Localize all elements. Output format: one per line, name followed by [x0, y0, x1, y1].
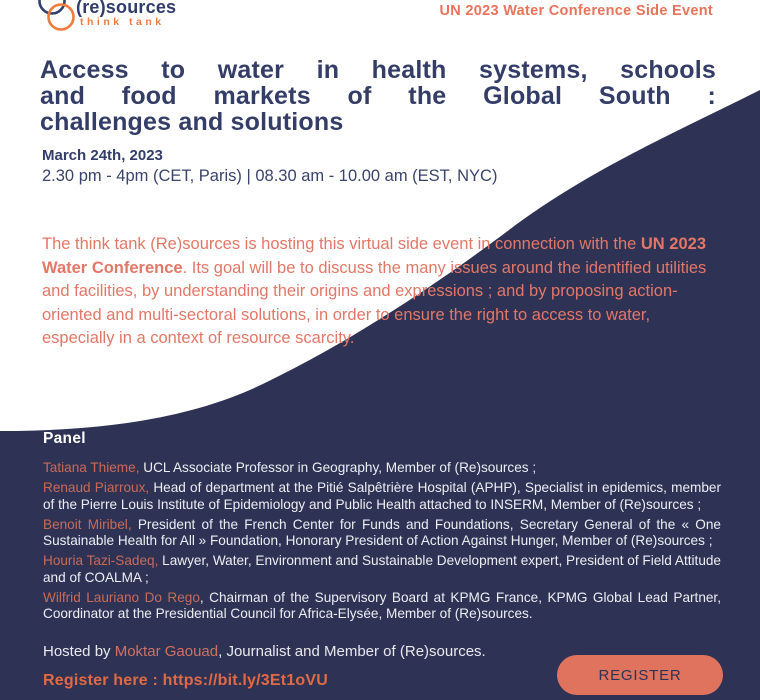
title-line-2: and food markets of the Global South :	[40, 82, 716, 110]
member-bio: , Chairman of the Supervisory Board at KPMG France, KPMG Global Lead Partner, Coordinator at the Presidential Council for Africa-Elysée, Member of (Re)sources.	[43, 590, 721, 622]
host-post: , Journalist and Member of (Re)sources.	[218, 643, 486, 660]
host-name: Moktar Gaouad	[114, 643, 219, 660]
panel-member	[43, 590, 721, 623]
event-time: 2.30 pm - 4pm (CET, Paris) | 08.30 am - 10.00 am (EST, NYC)	[42, 167, 498, 185]
logo-tagline: think tank	[80, 16, 165, 28]
panel-member	[43, 480, 721, 513]
member-name: Wilfrid Lauriano Do Rego	[43, 590, 200, 606]
member-name: Houria Tazi-Sadeq,	[43, 553, 159, 569]
logo-wordmark: (re)sources	[76, 0, 177, 17]
panel-member	[43, 460, 721, 476]
panel-section	[43, 430, 721, 627]
event-description	[42, 233, 726, 351]
member-bio: UCL Associate Professor in Geography, Member of (Re)sources ;	[139, 460, 537, 475]
hosted-by	[43, 643, 486, 660]
description-post: . Its goal will be to discuss the many issues around the identified utilities and facilities, by understanding their origins and expressions ; and by proposing action-oriented and multi-sectoral solutions, in order to ensure the right to access to water, especially in a context of resource scarcity.	[42, 258, 707, 347]
member-name: Benoit Miribel,	[43, 516, 132, 532]
register-button[interactable]: REGISTER	[557, 655, 723, 695]
member-bio: Lawyer, Water, Environment and Sustainable Development expert, President of Field Attitude and of COALMA ;	[43, 553, 721, 585]
title-line-3: challenges and solutions	[40, 108, 344, 136]
event-label: UN 2023 Water Conference Side Event	[439, 3, 713, 19]
panel-heading: Panel	[43, 430, 86, 447]
member-bio: Head of department at the Pitié Salpêtrière Hospital (APHP), Specialist in epidemics, member of the Pierre Louis Institute of Epidemiology and Public Health attached to INSERM, Member of (Re)sources ;	[43, 480, 721, 512]
host-pre: Hosted by	[43, 643, 115, 660]
panel-member	[43, 517, 721, 550]
member-name: Renaud Piarroux,	[43, 480, 150, 496]
member-name: Tatiana Thieme,	[43, 460, 140, 475]
title-line-1: Access to water in health systems, schools	[40, 56, 716, 84]
description-pre: The think tank (Re)sources is hosting this virtual side event in connection with the	[42, 235, 641, 253]
event-date: March 24th, 2023	[42, 147, 163, 164]
member-bio: President of the French Center for Funds and Foundations, Secretary General of the « One Sustainable Health for All » Foundation, Honorary President of Action Against Hunger, Member of (Re)sources ;	[43, 516, 721, 549]
description-highlight: UN 2023 Water Conference	[42, 235, 707, 277]
register-link[interactable]: Register here : https://bit.ly/3Et1oVU	[43, 672, 328, 689]
panel-member	[43, 553, 721, 586]
